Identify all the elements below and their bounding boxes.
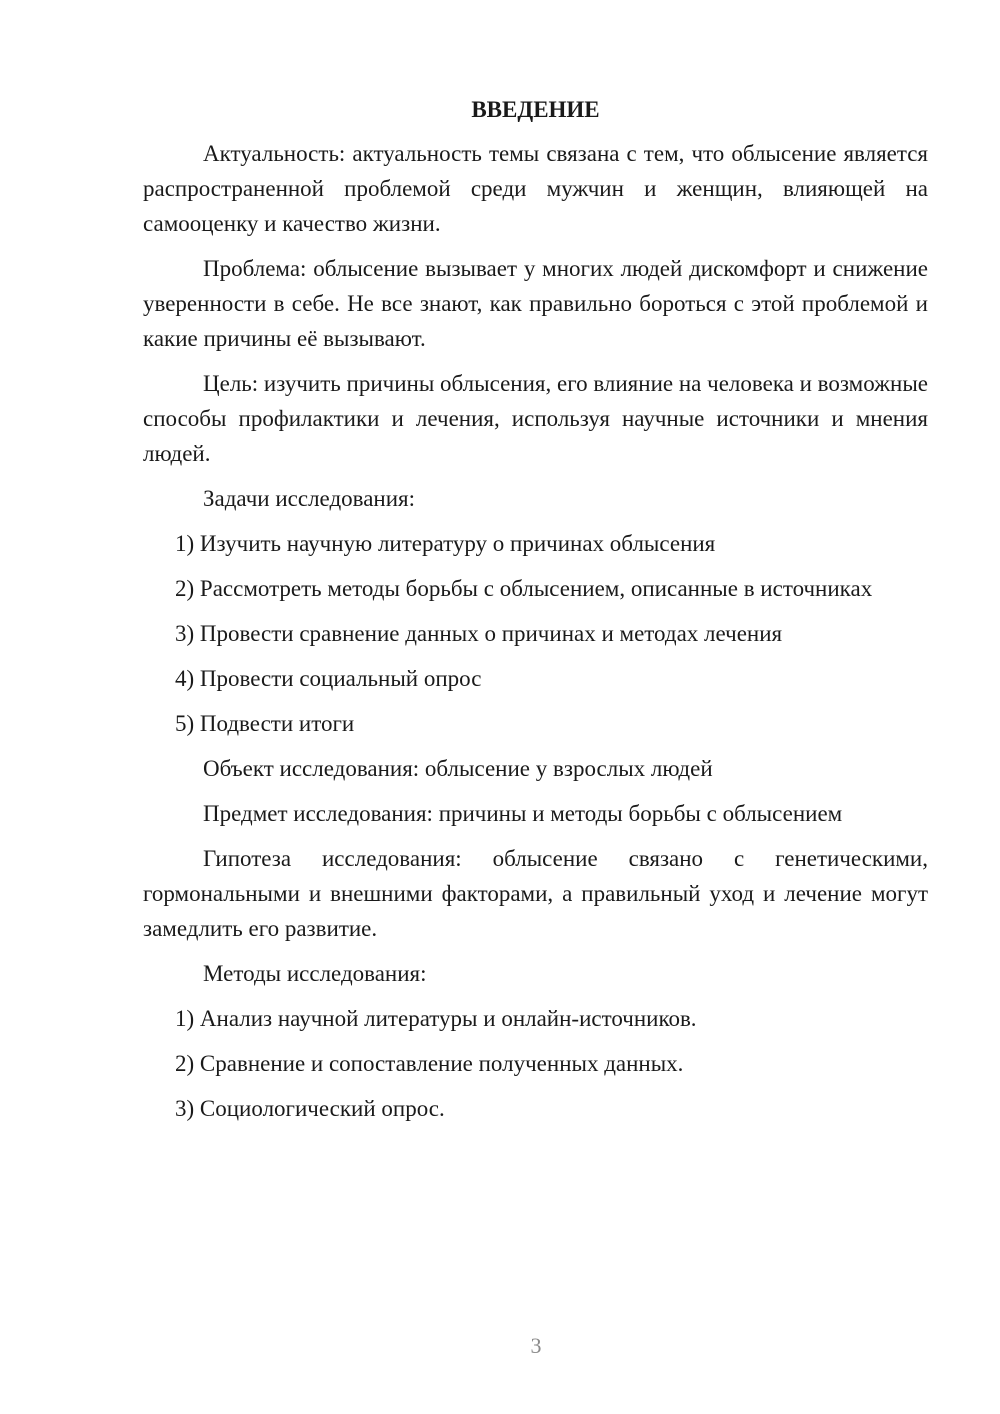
method-item: 2) Сравнение и сопоставление полученных данных.	[175, 1051, 684, 1076]
relevance-paragraph: Актуальность: актуальность темы связана с тем, что облысение является распространенной проблемой среди мужчин и женщин, влияющей на самооценку и качество жизни.	[143, 141, 928, 236]
research-object: Объект исследования: облысение у взрослых людей	[203, 756, 713, 781]
method-item: 3) Социологический опрос.	[175, 1096, 445, 1121]
task-item: 5) Подвести итоги	[175, 711, 355, 736]
task-item: 2) Рассмотреть методы борьбы с облысением, описанные в источниках	[175, 576, 873, 601]
methods-heading: Методы исследования:	[203, 961, 427, 986]
research-subject: Предмет исследования: причины и методы борьбы с облысением	[203, 801, 843, 826]
goal-paragraph: Цель: изучить причины облысения, его влияние на человека и возможные способы профилактики и лечения, используя научные источники и мнения людей.	[143, 371, 928, 466]
tasks-heading: Задачи исследования:	[203, 486, 416, 511]
task-item: 4) Провести социальный опрос	[175, 666, 482, 691]
task-item: 3) Провести сравнение данных о причинах и методах лечения	[175, 621, 783, 646]
task-item: 1) Изучить научную литературу о причинах облысения	[175, 531, 716, 556]
page-content	[143, 92, 928, 1136]
method-item: 1) Анализ научной литературы и онлайн-источников.	[175, 1006, 697, 1031]
page-number: 3	[530, 1333, 542, 1358]
section-title: ВВЕДЕНИЕ	[471, 97, 600, 122]
problem-paragraph: Проблема: облысение вызывает у многих людей дискомфорт и снижение уверенности в себе. Не все знают, как правильно бороться с этой проблемой и какие причины её вызывают.	[143, 256, 928, 351]
hypothesis-paragraph: Гипотеза исследования: облысение связано с генетическими, гормональными и внешними факторами, а правильный уход и лечение могут замедлить его развитие.	[143, 846, 928, 941]
